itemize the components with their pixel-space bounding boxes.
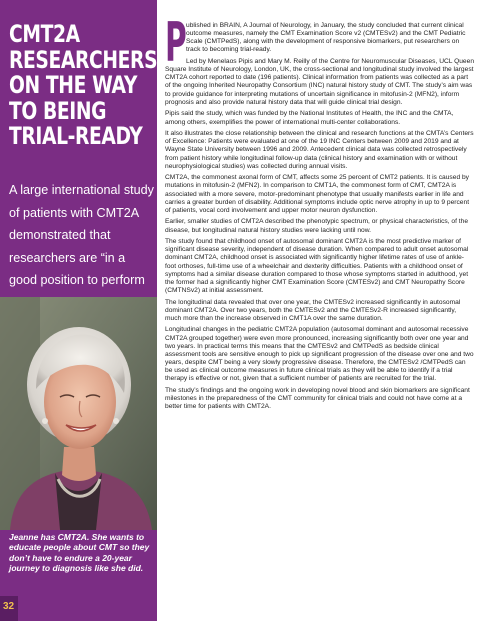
pull-quote: A large international study of patients with CMT2A demonstrated that researchers are “in a good position to perform bbox=[9, 183, 154, 288]
page-number: 32 bbox=[3, 601, 15, 612]
headline-line: CMT2A bbox=[9, 20, 80, 48]
article-paragraph: CMT2A, the commonest axonal form of CMT, affects some 25 percent of CMT2 patients. It is caused by mutations in mitofusin-2 (MFN2). In comparison to CMT1A, the commonest form of CMT, CMT2A is associated with a more severe, motor-predominant phenotype that usually manifests earlier in life and carries a greater burden of disability. Additional symptoms include optic nerve atrophy in up to 9 percent of patients, vocal cord involvement and upper motor neuron dysfunction. bbox=[165, 174, 470, 214]
headline-line: ON THE WAY bbox=[9, 71, 138, 99]
article-paragraph: The longitudinal data revealed that over one year, the CMTESv2 increased significantly in autosomal dominant CMT2A. Over two years, both the CMTESv2 and the CMTESv2-R increased significantly, much more than the increase observed in CMT1A over the same duration. bbox=[165, 298, 461, 322]
article-paragraph: Led by Menelaos Pipis and Mary M. Reilly of the Centre for Neuromuscular Diseases, UCL Queen Square Institute of Neurology, London, UK, the cross-sectional and longitudinal study involved the largest CMT2A cohort reported to date (196 patients). Clinical information from patients was collected as a part of the ongoing Inherited Neuropathy Consortium (INC) natural history study of CMT. The study’s aim was to provide guidance for interpreting mutations of uncertain significance in mitofusin-2 (MFN2), inform prognosis and also provide natural history data that will guide clinical trial design. bbox=[165, 58, 475, 106]
photo-caption: Jeanne has CMT2A. She wants to educate people about CMT so they don’t have to endure a 20-year journey to diagnosis like she did. bbox=[9, 532, 150, 573]
headline-line: TO BEING bbox=[9, 96, 107, 125]
article-paragraph: It also illustrates the close relationship between the clinical and research functions at the CMTA’s Centers of Excellence: Patients were evaluated at one of the 19 INC Centers between 2009 and 2019 and at Wayne State University between 1996 and 2009. Antecedent clinical data was collected retrospectively from patient history while longitudinal follow-up data (clinical history and examination with or without neurophysiological studies) was collected during annual visits. bbox=[165, 130, 474, 170]
headline bbox=[9, 20, 158, 150]
article-paragraph: Longitudinal changes in the pediatric CMT2A population (autosomal dominant and autosomal recessive CMT2A grouped together) were even more pronounced, increasing significantly both over one year and two years. In practical terms this means that the CMTESv2 and CMTPedS as bedside clinical assessment tools are sensitive enough to pick up significant progression of the disease over one and two years, despite CMT being a very slowly progressive disease. Therefore, the CMTESv2 /CMTPedS can be used as clinical outcome measures in future clinical trials as they will be able to identify if a trial therapy is effective or not, given that a sufficient number of patients are recruited for the trial. bbox=[165, 326, 474, 383]
article-paragraph: Pipis said the study, which was funded by the National Institutes of Health, the INC and the CMTA, among others, exemplifies the power of international multi-center collaborations. bbox=[165, 110, 454, 126]
paragraph-text: ublished in BRAIN, A Journal of Neurology, in January, the study concluded that current clinical outcome measures, namely the CMT Examination Score v2 (CMTESv2) and the CMT Pediatric Scale (CMTPedS), along with the development of responsive biomarkers, put researchers on track to becoming trial-ready. bbox=[186, 22, 466, 54]
article-paragraph: The study’s findings and the ongoing work in developing novel blood and skin biomarkers are significant milestones in the preparedness of the CMT community for clinical trials and could not have come at a better time for patients with CMT2A. bbox=[165, 386, 470, 411]
article-paragraph bbox=[165, 11, 474, 74]
portrait-illustration bbox=[0, 297, 157, 530]
article-body bbox=[165, 11, 475, 415]
drop-cap: P bbox=[165, 11, 187, 74]
article-paragraph: The study found that childhood onset of autosomal dominant CMT2A is the most predictive marker of significant disease severity, independent of disease duration. When compared to adult onset autosomal dominant CMT2A, childhood onset is associated with significantly higher lifetime rates of use of ankle-foot orthoses, full-time use of a wheelchair and dexterity difficulties. Patients with a childhood onset of symptoms had a similar disease duration compared to those whose symptoms started in adulthood, yet the former had a significantly higher CMT Examination Score (CMTESv2) and CMT Neuropathy Score (CMTNSv2) at initial assessment. bbox=[165, 238, 469, 295]
headline-line: TRIAL-READY bbox=[9, 122, 143, 150]
article-paragraph: Earlier, smaller studies of CMT2A described the phenotypic spectrum, or physical characteristics, of the disease, but longitudinal natural history studies were lacking until now. bbox=[165, 218, 469, 234]
headline-line: RESEARCHERS bbox=[9, 45, 158, 74]
portrait-photo bbox=[0, 297, 157, 530]
